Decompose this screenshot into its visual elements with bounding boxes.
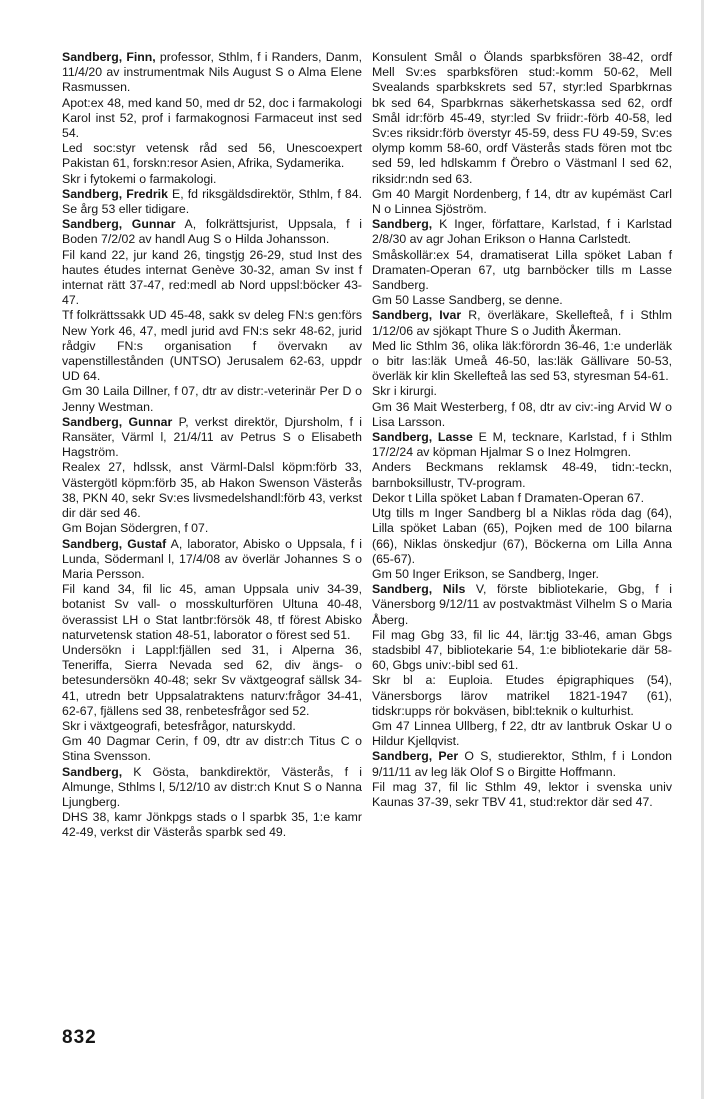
biography-paragraph bbox=[372, 187, 672, 217]
entry-text: Med lic Sthlm 36, olika läk:förordn 36-46, 1:e underläk o bitr las:läk Umeå 46-50, las:läk Gällivare 50-53, överläk kir klin Skellefteå las sed 53, styresman 54-61. bbox=[372, 338, 672, 384]
biography-paragraph bbox=[62, 460, 362, 521]
entry-text: Skr i fytokemi o farmakologi. bbox=[62, 171, 217, 186]
biography-entry bbox=[62, 187, 362, 217]
biography-paragraph bbox=[372, 400, 672, 430]
entry-text: Gm 40 Dagmar Cerin, f 09, dtr av distr:ch Titus C o Stina Svensson. bbox=[62, 734, 362, 764]
entry-text: professor, Sthlm, f i Randers, Danm, 11/4/20 av instrumentmak Nils August S o Alma Elene Rasmussen. bbox=[62, 50, 362, 95]
entry-name: Sandberg, Ivar bbox=[372, 308, 462, 323]
biography-paragraph bbox=[372, 50, 672, 187]
biography-paragraph bbox=[62, 521, 362, 536]
biography-entry bbox=[62, 217, 362, 247]
left-column bbox=[62, 50, 362, 841]
entry-name: Sandberg, Gunnar bbox=[62, 414, 173, 429]
biography-paragraph bbox=[372, 384, 672, 399]
biography-paragraph bbox=[372, 293, 672, 308]
biography-paragraph bbox=[372, 491, 672, 506]
biography-paragraph bbox=[62, 172, 362, 187]
right-column bbox=[372, 50, 672, 810]
page-number: 832 bbox=[62, 1027, 97, 1048]
entry-name: Sandberg, Fredrik bbox=[62, 186, 168, 201]
entry-text: Gm 36 Mait Westerberg, f 08, dtr av civ:-ing Arvid W o Lisa Larsson. bbox=[372, 399, 672, 429]
entry-text: Gm Bojan Södergren, f 07. bbox=[62, 521, 209, 536]
entry-text: Skr i växtgeografi, betesfrågor, naturskydd. bbox=[62, 718, 296, 733]
entry-text: A, laborator, Abisko o Uppsala, f i Lunda, Södermanl l, 17/4/08 av överlär Johannes S o Maria Persson. bbox=[62, 536, 362, 581]
biography-paragraph bbox=[62, 719, 362, 734]
entry-text: Gm 47 Linnea Ullberg, f 22, dtr av lantbruk Oskar U o Hildur Kjellqvist. bbox=[372, 718, 672, 749]
biography-paragraph bbox=[372, 673, 672, 719]
biography-paragraph bbox=[62, 643, 362, 719]
entry-text: Undersökn i Lappl:fjällen sed 31, i Alperna 36, Teneriffa, Sierra Nevada sed 62, div ängs- o betesundersökn 40-48; sekr Sv växtgeograf sällsk 34-41, utredn betr Uppsalatraktens naturv:frågor 34-41, 62-67, fjällens sed 38, renbetesfrågor sed 52. bbox=[62, 642, 362, 718]
biography-paragraph bbox=[372, 506, 672, 567]
entry-text: Fil kand 34, fil lic 45, aman Uppsala univ 34-39, botanist Sv vall- o mosskulturfören Ultuna 40-48, överassist LH o Stat lantbr:försök 48, tf förest Abisko naturvetensk station 48-51, laborator o förest sed 51. bbox=[62, 582, 362, 642]
entry-text: Gm 30 Laila Dillner, f 07, dtr av distr:-veterinär Per D o Jenny Westman. bbox=[62, 384, 362, 414]
entry-text: Gm 50 Inger Erikson, se Sandberg, Inger. bbox=[372, 566, 599, 581]
biography-entry bbox=[372, 308, 672, 338]
entry-text: Led soc:styr vetensk råd sed 56, Unescoexpert Pakistan 61, forskn:resor Asien, Afrika, Sydamerika. bbox=[62, 141, 362, 171]
biography-paragraph bbox=[62, 734, 362, 764]
entry-name: Sandberg, Per bbox=[372, 749, 459, 764]
entry-text: Fil mag Gbg 33, fil lic 44, lär:tjg 33-46, aman Gbgs stadsbibl 47, bibliotekarie 54, 1:e bibliotekarie där 58-60, Gbgs univ:-bibl sed 61. bbox=[372, 627, 672, 673]
entry-text: Fil kand 22, jur kand 26, tingstjg 26-29, stud Inst des hautes études internat Genève 30-32, aman Sv inst f internat rätt 37-47, red:medl ab Nord uppsl:böcker 43-47. bbox=[62, 247, 362, 308]
biography-paragraph bbox=[62, 141, 362, 171]
biography-entry bbox=[372, 582, 672, 628]
entry-text: E, fd riksgäldsdirektör, Sthlm, f 84. Se årg 53 eller tidigare. bbox=[62, 186, 363, 217]
biography-entry bbox=[62, 415, 362, 461]
biography-paragraph bbox=[62, 308, 362, 384]
entry-text: O S, studierektor, Sthlm, f i London 9/11/11 av leg läk Olof S o Birgitte Hoffmann. bbox=[372, 749, 672, 779]
biography-paragraph bbox=[372, 719, 672, 749]
entry-name: Sandberg, Lasse bbox=[372, 430, 473, 445]
biography-paragraph bbox=[62, 810, 362, 840]
biography-entry bbox=[372, 749, 672, 779]
entry-text: Konsulent Smål o Ölands sparbksfören 38-42, ordf Mell Sv:es sparbksfören stud:-komm 50-62, Mell Svealands sparbkskrets sed 57, styr:led Sparbkrnas bk sed 64, Sparbkrnas säkerhetskassa sed 62, ordf Smål idr:förb 45-49, styr:led Sv friidr:-förb 40-58, led Sv:es riksidr:förb överstyr 45-59, dess FU 49-59, Sv:es olymp komm 58-60, ordf Västerås stads fören mot tbc sed 59, led hdlskamm f Örebro o Västmanl l sed 62, riksidr:ndn sed 63. bbox=[372, 50, 672, 186]
biography-paragraph bbox=[62, 248, 362, 309]
entry-text: K Gösta, bankdirektör, Västerås, f i Almunge, Sthlms l, 5/12/10 av distr:ch Knut S o Nanna Ljungberg. bbox=[62, 764, 362, 809]
entry-text: DHS 38, kamr Jönkpgs stads o l sparbk 35, 1:e kamr 42-49, verkst dir Västerås sparbk sed 49. bbox=[62, 810, 362, 840]
entry-text: Dekor t Lilla spöket Laban f Dramaten-Operan 67. bbox=[372, 490, 645, 505]
biography-paragraph bbox=[372, 628, 672, 674]
biography-entry bbox=[62, 50, 362, 96]
entry-name: Sandberg, bbox=[372, 217, 433, 232]
entry-text: V, förste bibliotekarie, Gbg, f i Vänersborg 9/12/11 av postvaktmäst Vilhelm S o Maria Åberg. bbox=[372, 582, 672, 627]
entry-name: Sandberg, Gustaf bbox=[62, 536, 167, 551]
entry-name: Sandberg, Nils bbox=[372, 582, 466, 597]
entry-text: Småskollär:ex 54, dramatiserat Lilla spöket Laban f Dramaten-Operan 67, utg barnböcker tills m Lasse Sandberg. bbox=[372, 247, 672, 293]
biography-paragraph bbox=[62, 582, 362, 643]
entry-text: Skr bl a: Euploia. Etudes épigraphiques (54), Vänersborgs lärov matrikel 1821-1947 (61), tidskr:upps rör bokväsen, bibl:teknik o kulturhist. bbox=[372, 673, 672, 718]
entry-text: Gm 40 Margit Nordenberg, f 14, dtr av kupémäst Carl N o Linnea Sjöström. bbox=[372, 186, 672, 217]
biography-paragraph bbox=[372, 460, 672, 490]
entry-text: A, folkrättsjurist, Uppsala, f i Boden 7/2/02 av handl Aug S o Hilda Johansson. bbox=[62, 217, 362, 247]
entry-text: Utg tills m Inger Sandberg bl a Niklas röda dag (64), Lilla spöket Laban (65), Pojken med de 100 bilarna (66), Niklas önskedjur (67), Böckerna om Lilla Anna (65-67). bbox=[372, 506, 672, 566]
entry-text: Anders Beckmans reklamsk 48-49, tidn:-teckn, barnboksillustr, TV-program. bbox=[372, 460, 672, 490]
biography-entry bbox=[62, 765, 362, 811]
entry-name: Sandberg, Gunnar bbox=[62, 217, 176, 232]
entry-text: Fil mag 37, fil lic Sthlm 49, lektor i svenska univ Kaunas 37-39, sekr TBV 41, stud:rektor där sed 47. bbox=[372, 779, 672, 809]
biography-entry bbox=[372, 217, 672, 247]
biography-paragraph bbox=[372, 339, 672, 385]
biography-paragraph bbox=[62, 96, 362, 142]
biography-paragraph bbox=[372, 567, 672, 582]
entry-name: Sandberg, bbox=[62, 764, 123, 779]
entry-text: Tf folkrättssakk UD 45-48, sakk sv deleg FN:s gen:förs New York 46, 47, medl jurid avd FN:s sekr 48-62, jurid rådgiv FN:s organisation f övervakn av vapenstilleståndeп (UNTSO) Jerusalem 62-63, uppdr UD 64. bbox=[62, 308, 362, 384]
entry-text: E M, tecknare, Karlstad, f i Sthlm 17/2/24 av köpman Hjalmar S o Inez Holmgren. bbox=[372, 430, 672, 460]
biography-entry bbox=[62, 537, 362, 583]
entry-text: P, verkst direktör, Djursholm, f i Ransäter, Värml l, 21/4/11 av Petrus S o Elisabeth Hagström. bbox=[62, 414, 362, 460]
biography-paragraph bbox=[62, 384, 362, 414]
entry-text: R, överläkare, Skellefteå, f i Sthlm 1/12/06 av sjökapt Thure S o Judith Åkerman. bbox=[372, 308, 672, 338]
entry-name: Sandberg, Finn, bbox=[62, 50, 156, 64]
entry-text: Realex 27, hdlssk, anst Värml-Dalsl köpm:förb 33, Västergötl köpm:förb 35, ab Hakon Swenson Västerås 38, PKN 40, sekr Sv:es livsmedelshandl:förb 43, verkst dir där sed 46. bbox=[62, 460, 362, 521]
biography-paragraph bbox=[372, 248, 672, 294]
entry-text: Skr i kirurgi. bbox=[372, 384, 437, 399]
entry-text: K Inger, författare, Karlstad, f i Karlstad 2/8/30 av agr Johan Erikson o Hanna Carlstedt. bbox=[372, 217, 672, 247]
entry-text: Gm 50 Lasse Sandberg, se denne. bbox=[372, 293, 563, 308]
biography-paragraph bbox=[372, 780, 672, 810]
biography-entry bbox=[372, 430, 672, 460]
entry-text: Apot:ex 48, med kand 50, med dr 52, doc i farmakologi Karol inst 52, prof i farmakognosi Farmaceut inst sed 54. bbox=[62, 95, 362, 141]
